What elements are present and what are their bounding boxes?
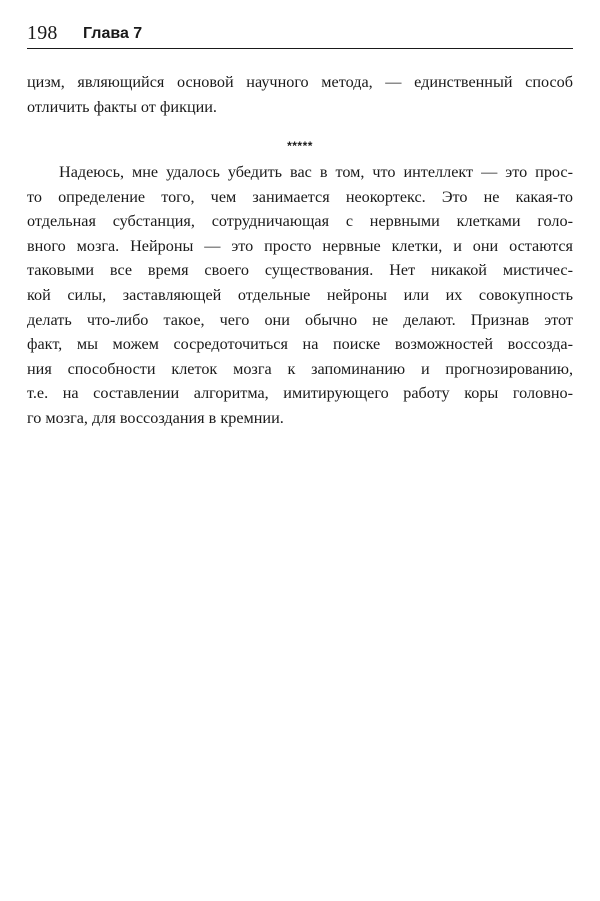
text-line: таковыми все время своего существования. Нет никакой мистичес- <box>27 261 573 280</box>
text-line: отличить факты от фикции. <box>27 97 217 116</box>
text-line: цизм, являющийся основой научного метода, — единственный способ <box>27 73 573 91</box>
text-line: вного мозга. Нейроны — это просто нервные клетки, и они остаются <box>27 236 573 255</box>
chapter-title: Глава 7 <box>83 25 143 42</box>
body-paragraph <box>27 160 573 431</box>
text-line: делать что-либо такое, чего они обычно не делают. Признав этот <box>27 310 573 329</box>
text-line: т.е. на составлении алгоритма, имитирующего работу коры головно- <box>27 384 573 403</box>
section-divider: ***** <box>287 139 313 153</box>
text-line: ния способности клеток мозга к запоминанию и прогнозированию, <box>27 359 573 378</box>
continued-paragraph <box>27 70 573 119</box>
text-line: отдельная субстанция, сотрудничающая с нервными клетками голо- <box>27 212 573 231</box>
text-line: го мозга, для воссоздания в кремнии. <box>27 408 284 427</box>
page-number: 198 <box>27 22 58 44</box>
running-header <box>27 20 573 49</box>
text-line: то определение того, чем занимается неокортекс. Это не какая-то <box>27 187 573 206</box>
text-line: Надеюсь, мне удалось убедить вас в том, что интеллект — это прос- <box>59 163 573 181</box>
text-line: факт, мы можем сосредоточиться на поиске возможностей воссозда- <box>27 335 573 354</box>
text-line: кой силы, заставляющей отдельные нейроны или их совокупность <box>27 285 573 304</box>
